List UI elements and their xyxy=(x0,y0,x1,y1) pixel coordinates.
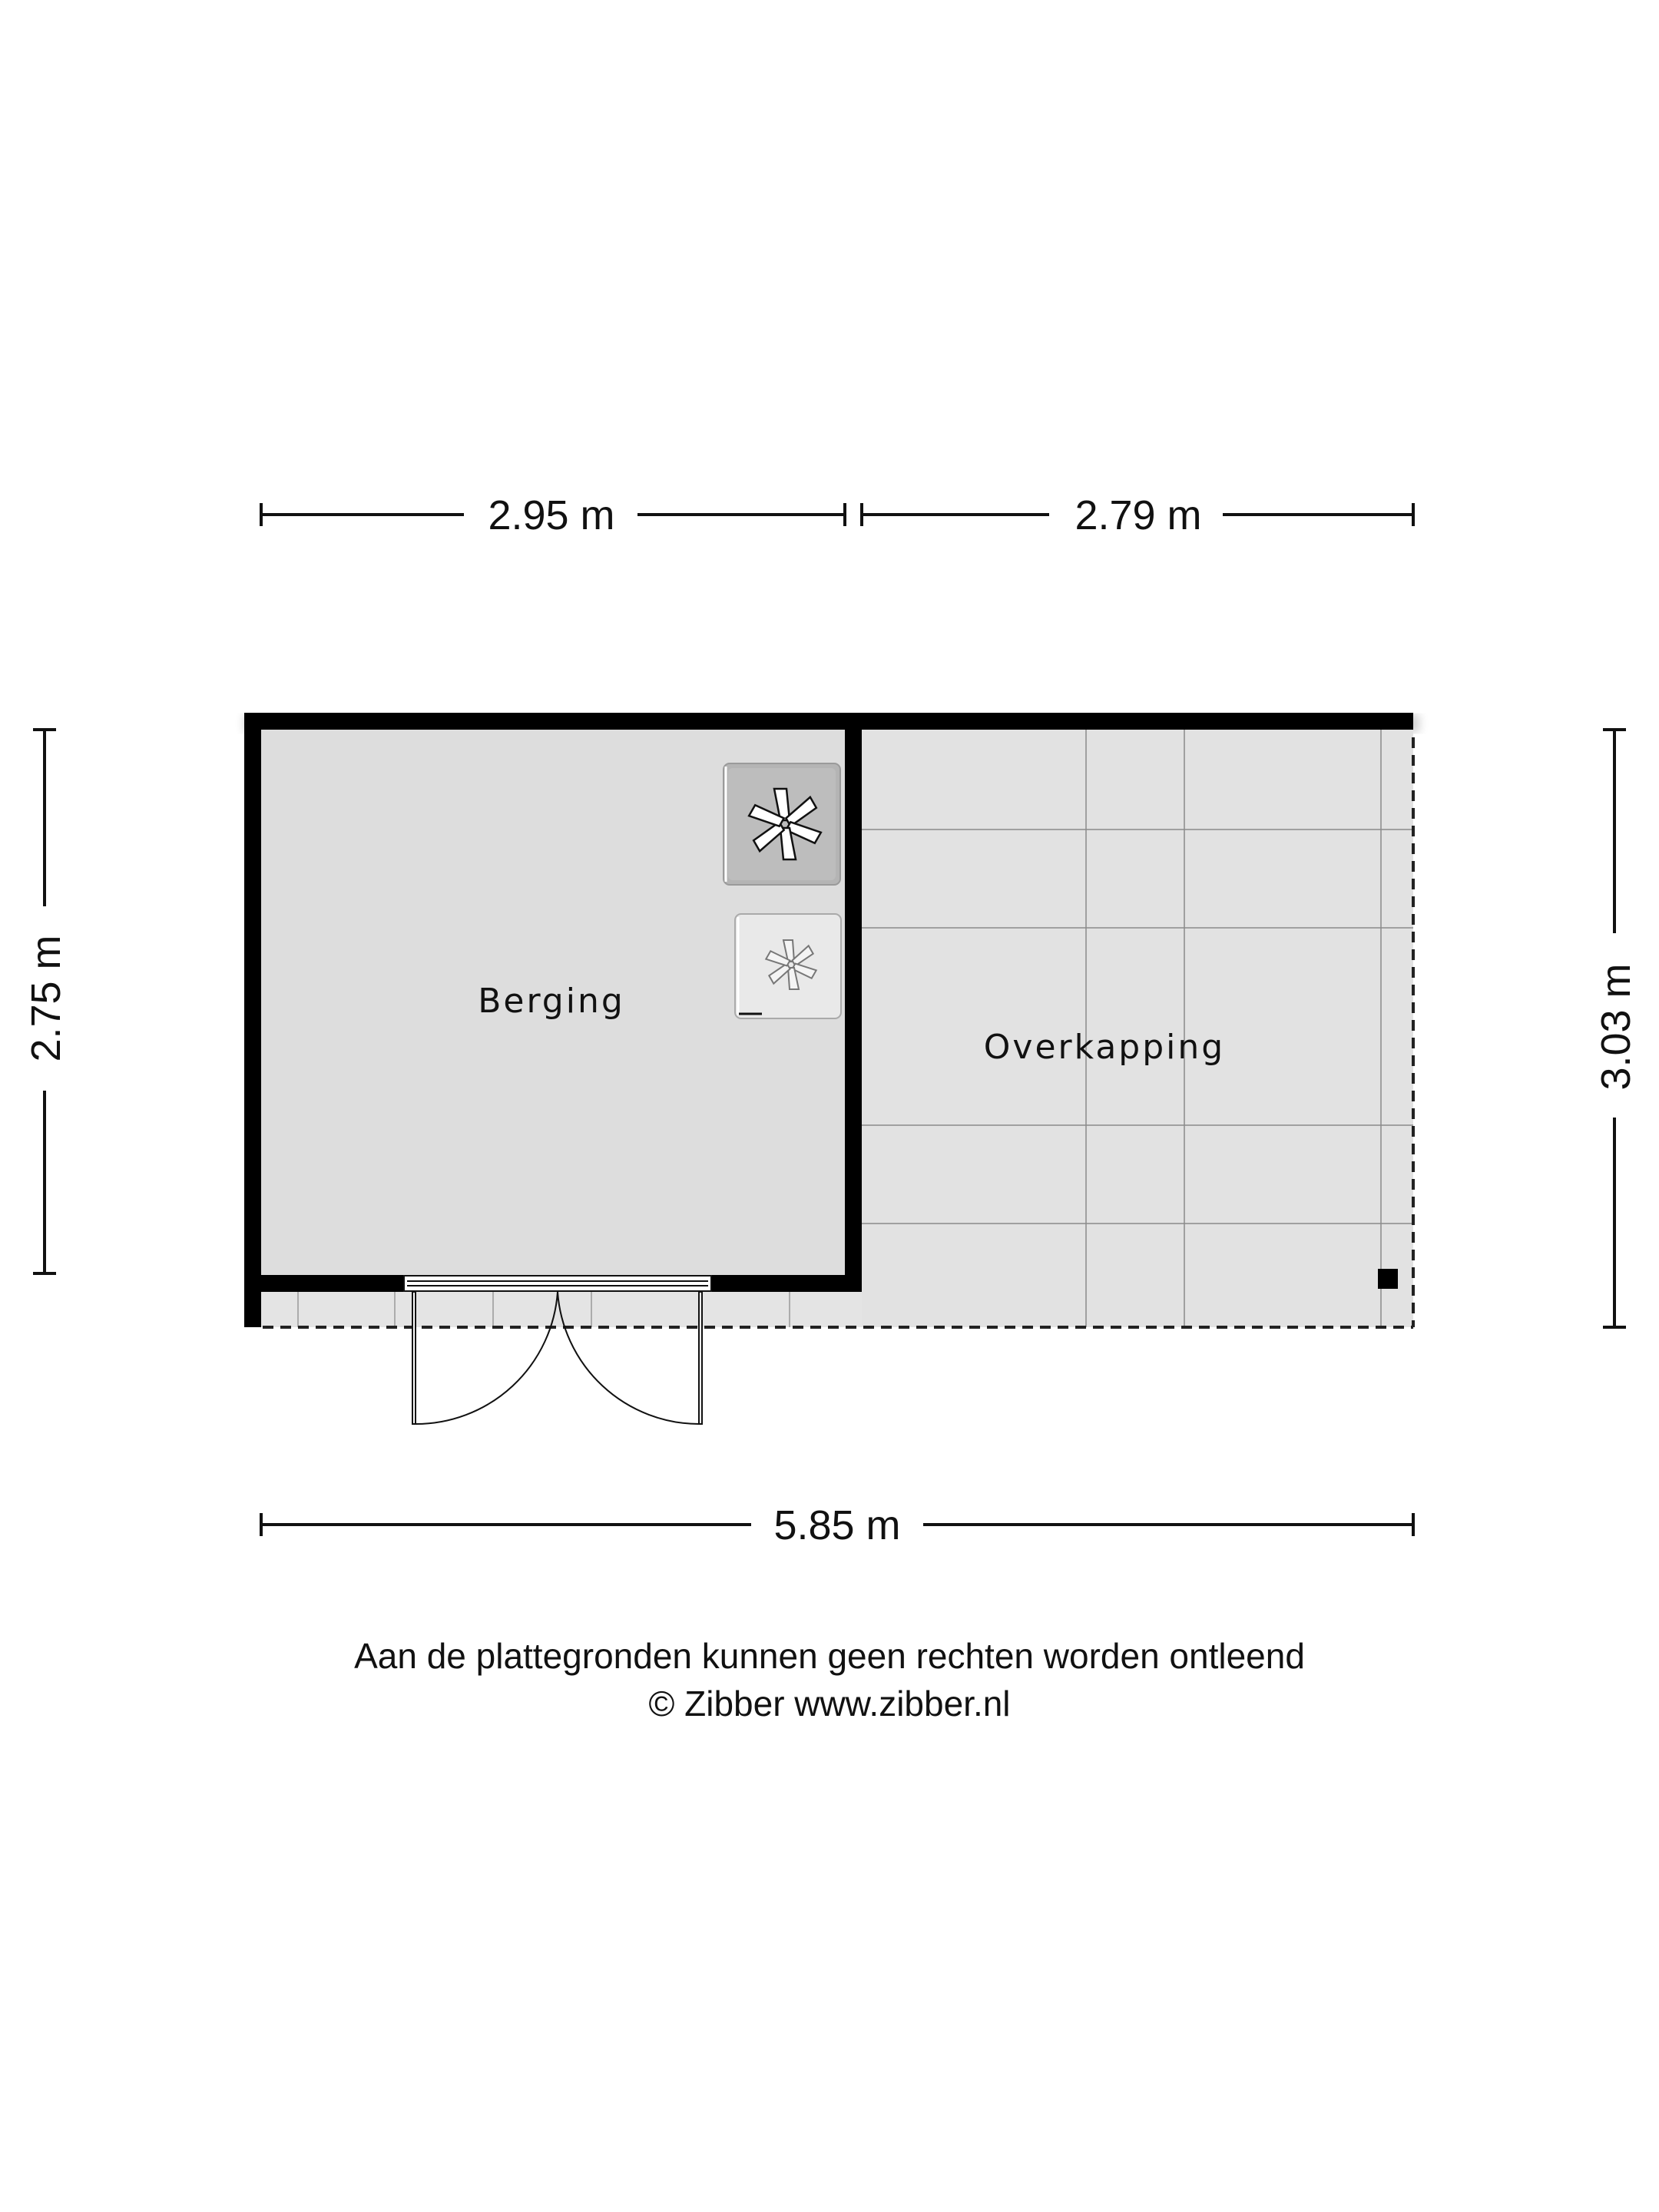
room-label-overkapping: Overkapping xyxy=(983,1028,1226,1067)
door-leaf-right xyxy=(699,1292,702,1424)
washing-machine-icon xyxy=(724,763,840,885)
dimension-top-left-label: 2.95 m xyxy=(488,492,615,538)
dimension-top-right-label: 2.79 m xyxy=(1075,492,1202,538)
dimension-left-label: 2.75 m xyxy=(23,935,69,1062)
wall-bottom-left xyxy=(244,1275,404,1292)
dimension-left xyxy=(23,730,69,1273)
room-label-berging: Berging xyxy=(478,982,625,1021)
wall-left xyxy=(244,713,261,1327)
copyright-text: © Zibber www.zibber.nl xyxy=(648,1684,1011,1724)
disclaimer-text: Aan de plattegronden kunnen geen rechten worden ontleend xyxy=(354,1636,1305,1676)
dimension-right-label: 3.03 m xyxy=(1593,963,1639,1091)
threshold-strip xyxy=(261,1292,862,1327)
dimension-top-right xyxy=(862,492,1413,538)
dimension-right xyxy=(1593,730,1639,1327)
wall-middle xyxy=(845,713,862,1292)
footer xyxy=(0,1632,1659,1727)
door-leaf-left xyxy=(412,1292,416,1424)
column-icon xyxy=(1378,1269,1398,1289)
dimension-top-left xyxy=(261,492,845,538)
dimension-bottom xyxy=(261,1502,1413,1548)
wall-bottom-right xyxy=(711,1275,862,1292)
wall-top xyxy=(244,713,1413,730)
dryer-icon xyxy=(735,914,841,1018)
dimension-bottom-label: 5.85 m xyxy=(773,1502,901,1548)
